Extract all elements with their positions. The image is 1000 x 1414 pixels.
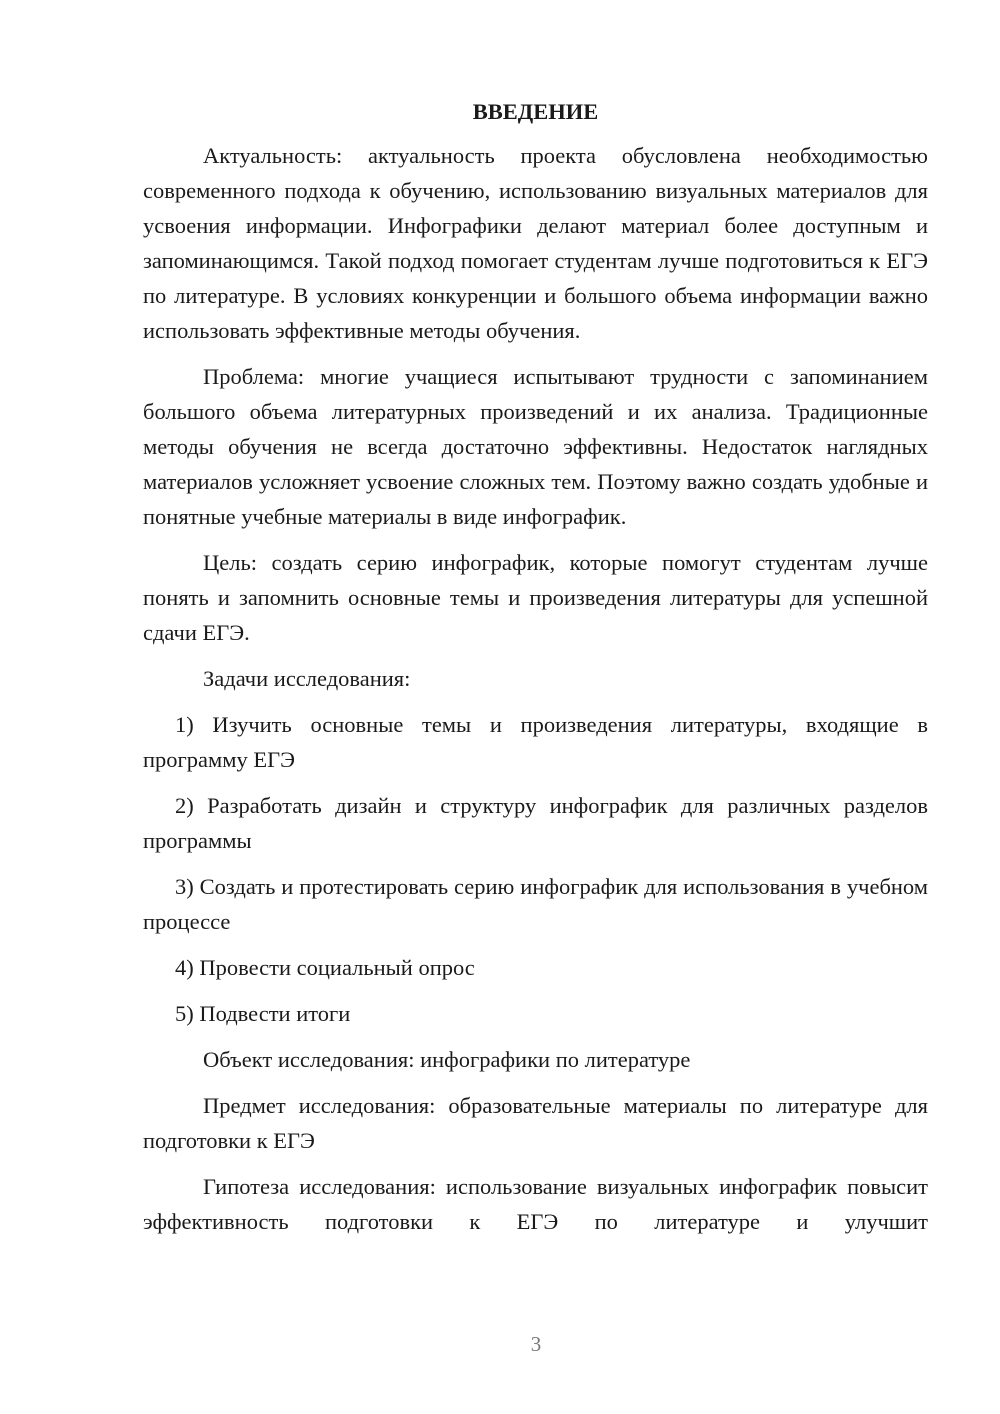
page-number: 3 (530, 1332, 542, 1356)
paragraph-hypothesis: Гипотеза исследования: использование визуальных инфографик повысит эффективность подготовки к ЕГЭ по литературе и улучшит (143, 1174, 928, 1234)
paragraph-goal: Цель: создать серию инфографик, которые помогут студентам лучше понять и запомнить основные темы и произведения литературы для успешной сдачи ЕГЭ. (143, 550, 928, 645)
list-item-task-4: 4) Провести социальный опрос (175, 955, 475, 980)
paragraph-relevance: Актуальность: актуальность проекта обусловлена необходимостью современного подхода к обучению, использованию визуальных материалов для усвоения информации. Инфографики делают материал более доступным и запоминающимся. Такой подход помогает студентам лучше подготовиться к ЕГЭ по литературе. В условиях конкуренции и большого объема информации важно использовать эффективные методы обучения. (143, 143, 928, 343)
paragraph-research-object: Объект исследования: инфографики по литературе (203, 1047, 691, 1072)
paragraph-problem: Проблема: многие учащиеся испытывают трудности с запоминанием большого объема литературных произведений и их анализа. Традиционные методы обучения не всегда достаточно эффективны. Недостаток наглядных материалов усложняет усвоение сложных тем. Поэтому важно создать удобные и понятные учебные материалы в виде инфографик. (143, 364, 928, 529)
paragraph-research-subject: Предмет исследования: образовательные материалы по литературе для подготовки к ЕГЭ (143, 1093, 928, 1153)
list-item-task-2: 2) Разработать дизайн и структуру инфографик для различных разделов программы (143, 793, 928, 853)
list-item-task-5: 5) Подвести итоги (175, 1001, 351, 1026)
page-title: ВВЕДЕНИЕ (472, 99, 599, 124)
list-item-task-3: 3) Создать и протестировать серию инфографик для использования в учебном процессе (143, 874, 928, 934)
tasks-heading: Задачи исследования: (203, 666, 411, 691)
list-item-task-1: 1) Изучить основные темы и произведения литературы, входящие в программу ЕГЭ (143, 712, 928, 772)
document-body (143, 94, 928, 1250)
